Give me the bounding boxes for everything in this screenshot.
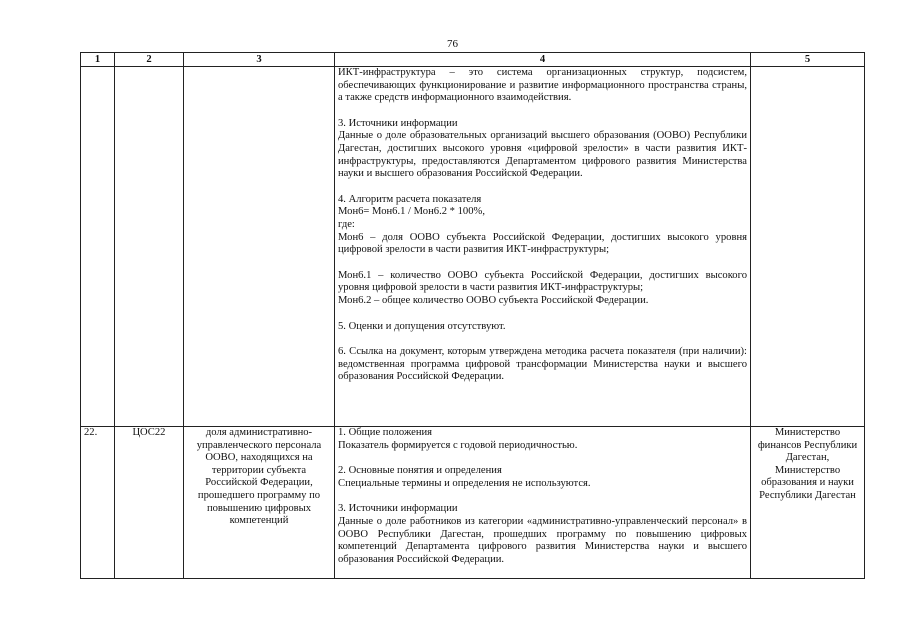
indicator-name-cell: доля административно-управленческого персонала ООВО, находящихся на территории субъекта Российской Федерации, прошедшего программу по повышению цифровых компетенций — [184, 427, 335, 579]
paragraph-gap — [338, 308, 747, 321]
paragraph: 3. Источники информации — [338, 117, 458, 129]
header-col-1: 1 — [81, 53, 115, 67]
paragraph-gap — [338, 181, 747, 194]
paragraph-gap — [338, 452, 747, 465]
responsible-org-cell — [751, 67, 865, 427]
header-row — [81, 53, 865, 67]
paragraph-gap — [338, 333, 747, 346]
methodology-cell — [335, 427, 751, 579]
methodology-cell — [335, 67, 751, 427]
indicator-code-cell: ЦОС22 — [115, 427, 184, 579]
paragraph: где: — [338, 218, 355, 230]
responsible-org-cell: Министерство финансов Республики Дагестан, Министерство образования и науки Республики Дагестан — [751, 427, 865, 579]
paragraph-gap — [338, 105, 747, 118]
header-col-5: 5 — [751, 53, 865, 67]
page-number: 76 — [447, 38, 458, 50]
row-number-cell — [81, 67, 115, 427]
row-number-cell: 22. — [81, 427, 115, 579]
header-col-2: 2 — [115, 53, 184, 67]
table-header — [81, 53, 865, 67]
paragraph-gap — [338, 257, 747, 270]
header-col-4: 4 — [335, 53, 751, 67]
paragraph: Данные о доле работников из категории «административно-управленческий персонал» в ООВО Республики Дагестан, прошедших программу по повышению цифровых компетенций Департамента цифрового развития Министерства науки и высшего образования Российской Федерации. — [338, 515, 747, 565]
paragraph: 2. Основные понятия и определения — [338, 465, 502, 477]
paragraph: 3. Источники информации — [338, 503, 458, 515]
paragraph: Мон6.1 – количество ООВО субъекта Российской Федерации, достигших высокого уровня цифровой зрелости в части развития ИКТ-инфраструктуры; — [338, 269, 747, 294]
paragraph: 4. Алгоритм расчета показателя — [338, 193, 482, 205]
paragraph: Мон6.2 – общее количество ООВО субъекта Российской Федерации. — [338, 294, 649, 306]
table-row-continued — [81, 67, 865, 427]
paragraph: 1. Общие положения — [338, 427, 433, 438]
paragraph: Мон6= Мон6.1 / Мон6.2 * 100%, — [338, 206, 485, 218]
paragraph: Мон6 – доля ООВО субъекта Российской Федерации, достигших высокого уровня цифровой зрелости в части развития ИКТ-инфраструктуры; — [338, 231, 747, 256]
paragraph-gap — [338, 490, 747, 503]
paragraph: Специальные термины и определения не используются. — [338, 477, 591, 489]
paragraph: ИКТ-инфраструктура – это система организационных структур, подсистем, обеспечивающих функционирование и развитие информационного пространства страны, а также средств информационного взаимодействия. — [338, 67, 747, 104]
table-row-22 — [81, 427, 865, 579]
paragraph: 6. Ссылка на документ, которым утверждена методика расчета показателя (при наличии): ведомственная программа цифровой трансформации Министерства науки и высшего образования Российской Федерации. — [338, 346, 747, 383]
paragraph: 5. Оценки и допущения отсутствуют. — [338, 320, 506, 332]
indicator-table — [80, 52, 865, 579]
indicator-name-cell — [184, 67, 335, 427]
paragraph: Показатель формируется с годовой периодичностью. — [338, 439, 578, 451]
paragraph: Данные о доле образовательных организаций высшего образования (ООВО) Республики Дагестан, достигших высокого уровня «цифровой зрелости» в части развития ИКТ-инфраструктуры, предоставляются Департаментом цифрового развития Министерства науки и высшего образования Российской Федерации. — [338, 130, 747, 180]
indicator-code-cell — [115, 67, 184, 427]
header-col-3: 3 — [184, 53, 335, 67]
